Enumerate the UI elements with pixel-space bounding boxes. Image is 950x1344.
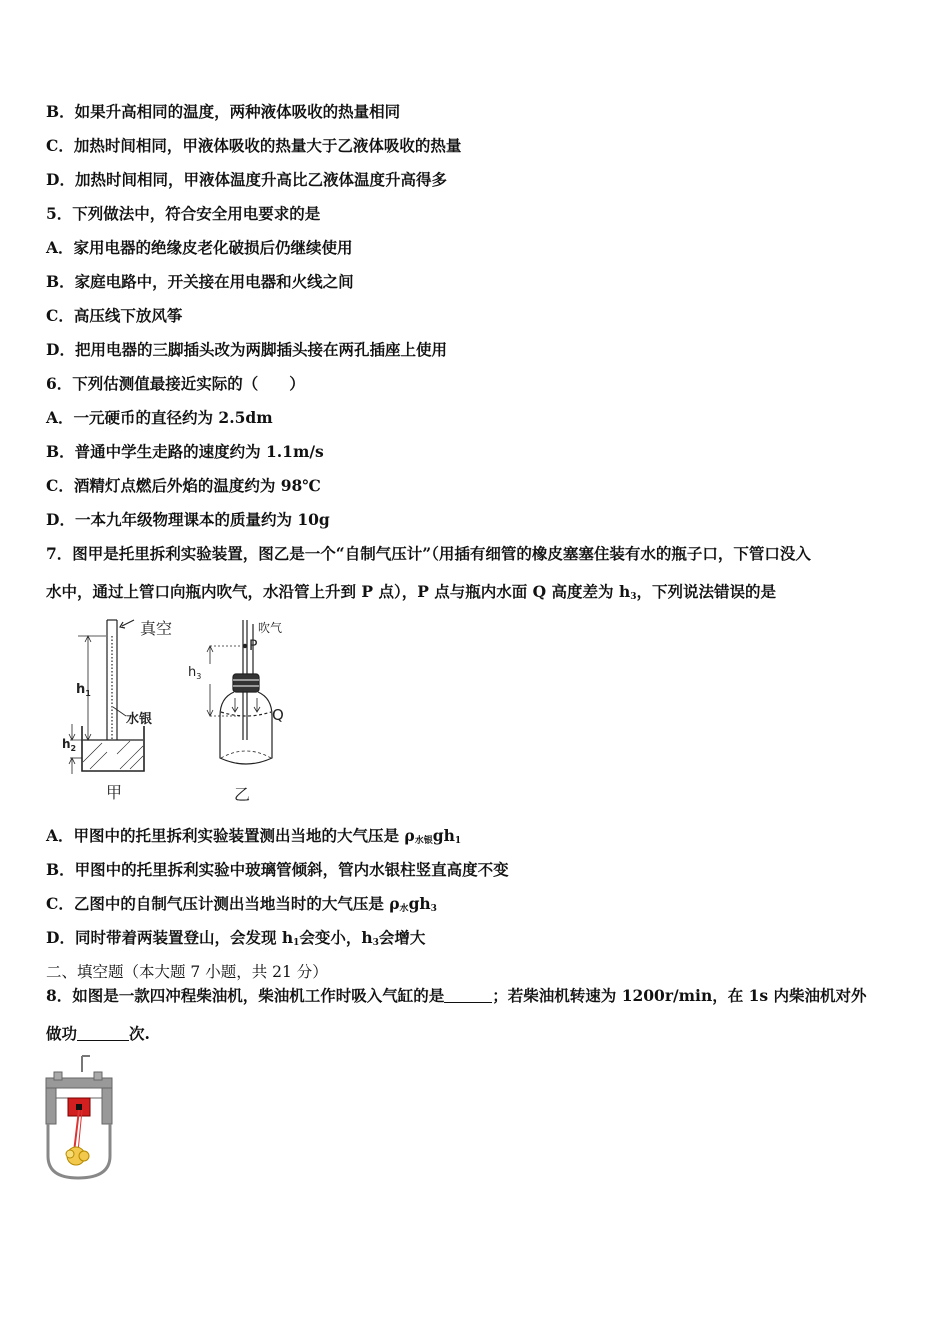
q8-blank-1[interactable]: [444, 988, 492, 1003]
torricelli-apparatus: [69, 620, 144, 774]
q8-blank-2[interactable]: [77, 1026, 129, 1041]
q7-option-a: A．甲图中的托里拆利实验装置测出当地的大气压是 $\rho_{水银}gh_1$: [46, 826, 462, 846]
homemade-barometer: [207, 620, 272, 764]
q6-option-b: B．普通中学生走路的速度约为 1.1m/s: [46, 442, 324, 461]
q8-line1: 8．如图是一款四冲程柴油机，柴油机工作时吸入气缸的是 ；若柴油机转速为 1200r/min，在 1s 内柴油机对外: [46, 986, 867, 1005]
q5-option-a: A．家用电器的绝缘皮老化破损后仍继续使用: [46, 238, 353, 257]
q6-option-c: C．酒精灯点燃后外焰的温度约为 98℃: [46, 476, 321, 495]
q5-option-b: B．家庭电路中，开关接在用电器和火线之间: [46, 272, 354, 291]
q7-stem-line2: 水中，通过上管口向瓶内吹气，水沿管上升到 P 点），P 点与瓶内水面 Q 高度差为 $h_3$，下列说法错误的是: [46, 582, 776, 602]
figure-yi-label: 乙: [234, 785, 251, 804]
q4-option-c: C．加热时间相同，甲液体吸收的热量大于乙液体吸收的热量: [46, 136, 462, 155]
figure-jia-label: 甲: [106, 783, 123, 802]
q8-line2: 做功 次.: [46, 1024, 150, 1043]
h1-label: $h_1$: [76, 682, 91, 698]
q7-option-d: D．同时带着两装置登山，会发现 $h_1$会变小，$h_3$会增大: [46, 928, 426, 948]
p-label: P: [249, 638, 258, 654]
section-2-heading: 二、填空题（本大题 7 小题，共 21 分）: [46, 963, 328, 981]
q7-stem-line1: 7．图甲是托里拆利实验装置，图乙是一个“自制气压计”（用插有细管的橡皮塞塞住装有水的瓶子口，下管口没入: [46, 544, 811, 563]
blow-label: 吹气: [258, 621, 283, 635]
q7-figure: [50, 612, 350, 812]
q7-option-b: B．甲图中的托里拆利实验中玻璃管倾斜，管内水银柱竖直高度不变: [46, 860, 509, 879]
h3-label: $h_3$: [188, 665, 202, 681]
q6-option-d: D．一本九年级物理课本的质量约为 10g: [46, 510, 330, 529]
q4-option-d: D．加热时间相同，甲液体温度升高比乙液体温度升高得多: [46, 170, 447, 189]
diesel-engine-figure: [44, 1052, 114, 1182]
q6-option-a: A．一元硬币的直径约为 2.5dm: [46, 408, 273, 427]
q5-option-d: D．把用电器的三脚插头改为两脚插头接在两孔插座上使用: [46, 340, 447, 359]
q6-stem: 6．下列估测值最接近实际的（ ）: [46, 374, 305, 393]
q5-stem: 5．下列做法中，符合安全用电要求的是: [46, 204, 321, 223]
mercury-label: 水银: [126, 712, 153, 727]
vacuum-label: 真空: [140, 619, 173, 638]
q7-option-c: C．乙图中的自制气压计测出当地当时的大气压是 $\rho_水gh_3$: [46, 894, 437, 914]
q4-option-b: B．如果升高相同的温度，两种液体吸收的热量相同: [46, 102, 401, 121]
q-label: Q: [272, 706, 284, 724]
h2-label: $h_2$: [62, 737, 77, 753]
q5-option-c: C．高压线下放风筝: [46, 306, 183, 325]
